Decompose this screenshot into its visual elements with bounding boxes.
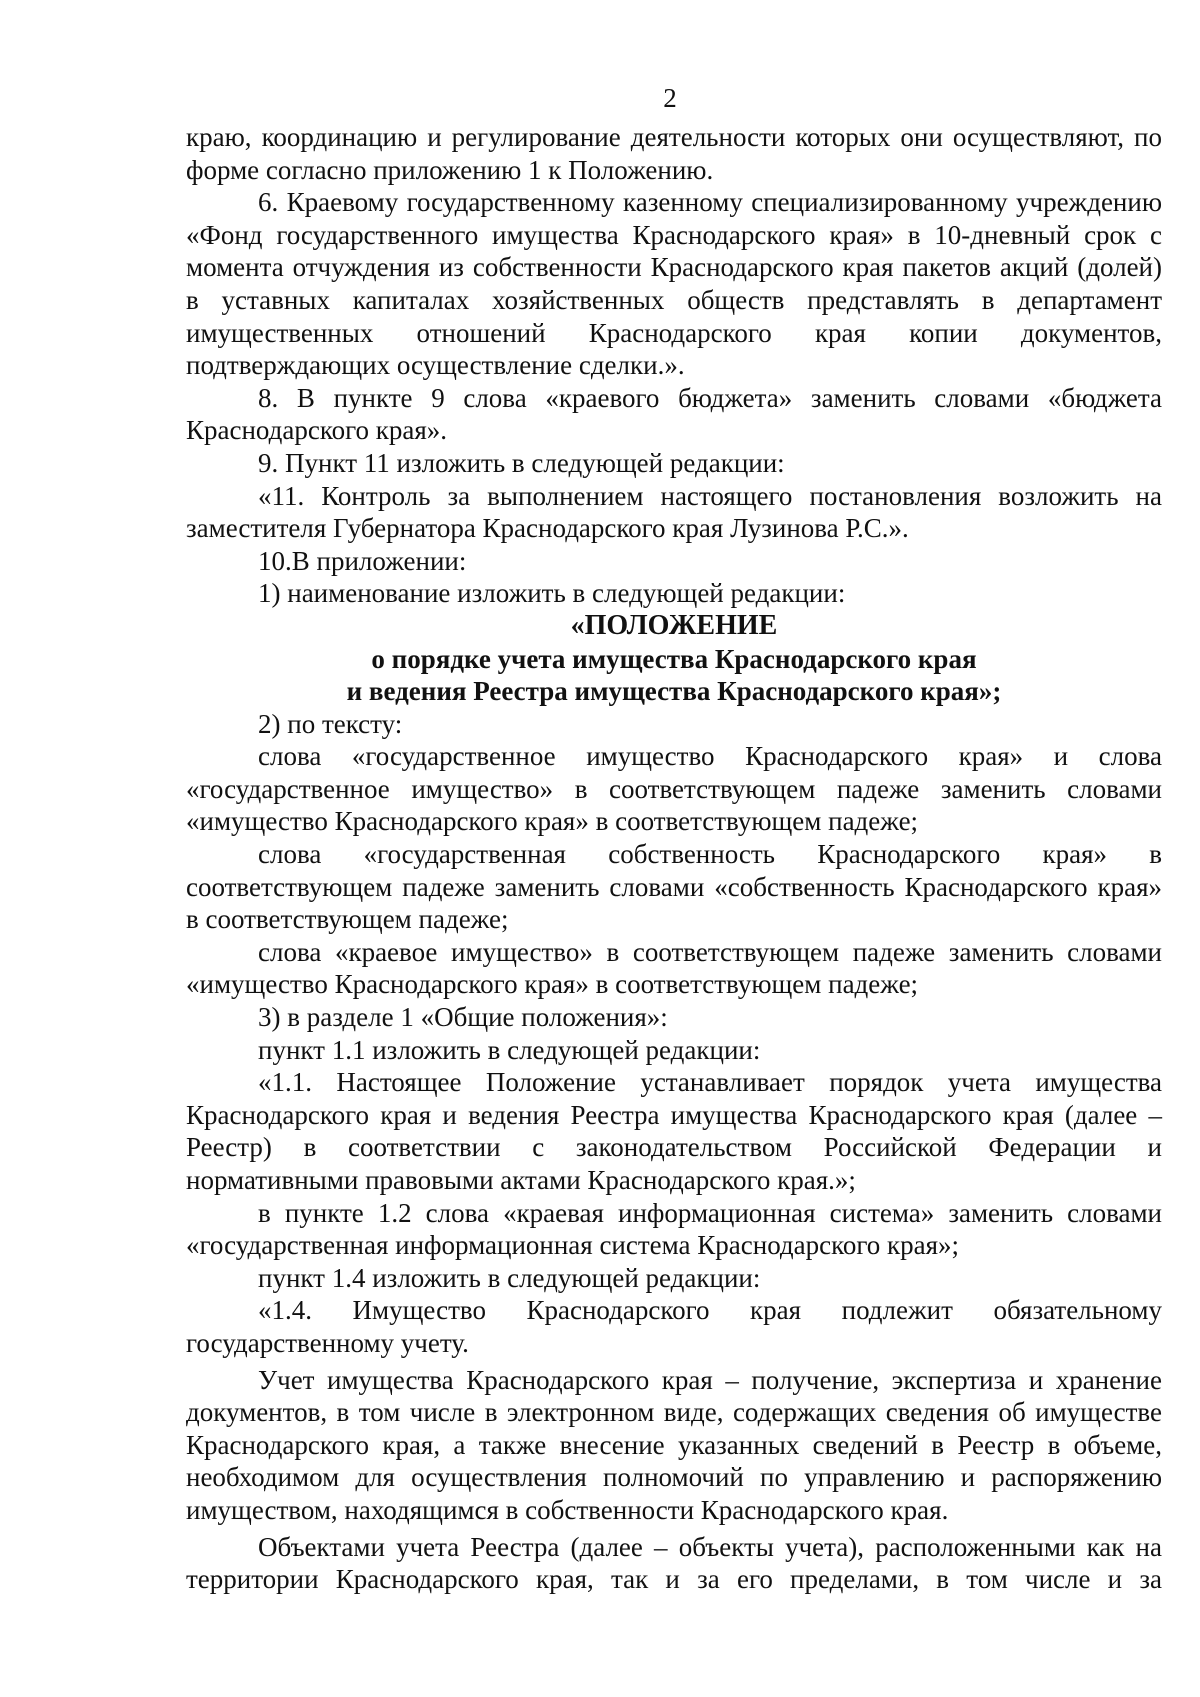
paragraph-point-1-4-quote: «1.4. Имущество Краснодарского края подлежит обязательному государственному учету.: [186, 1295, 1162, 1358]
paragraph-point-1-1-intro: пункт 1.1 изложить в следующей редакции:: [258, 1034, 761, 1065]
paragraph-accounting-objects: Объектами учета Реестра (далее – объекты учета), расположенными как на территории Краснодарского края, так и за его пределами, в том числе и за: [186, 1531, 1162, 1595]
heading-subtitle-line-2: и ведения Реестра имущества Краснодарского края»;: [346, 676, 1002, 707]
paragraph-subitem-1: 1) наименование изложить в следующей редакции:: [258, 578, 846, 609]
heading-subtitle-line-1: о порядке учета имущества Краснодарского края: [371, 643, 977, 674]
paragraph-replace-2: слова «государственная собственность Краснодарского края» в соответствующем падеже заменить словами «собственность Краснодарского края» в соответствующем падеже;: [186, 839, 1162, 935]
document-body: [186, 121, 1162, 1596]
paragraph-replace-3: слова «краевое имущество» в соответствующем падеже заменить словами «имущество Краснодарского края» в соответствующем падеже;: [186, 936, 1162, 1000]
paragraph-item-10: 10.В приложении:: [258, 545, 467, 576]
paragraph-point-1-4-intro: пункт 1.4 изложить в следующей редакции:: [258, 1262, 761, 1293]
paragraph-replace-1: слова «государственное имущество Краснодарского края» и слова «государственное имущество» в соответствующем падеже заменить словами «имущество Краснодарского края» в соответствующем падеже;: [186, 741, 1162, 837]
paragraph-point-1-2: в пункте 1.2 слова «краевая информационная система» заменить словами «государственная информационная система Краснодарского края»;: [186, 1197, 1162, 1261]
paragraph-point-1-1-quote: «1.1. Настоящее Положение устанавливает порядок учета имущества Краснодарского края и ведения Реестра имущества Краснодарского края (далее – Реестр) в соответствии с законодательством Российской Федерации и нормативными правовыми актами Краснодарского края.»;: [186, 1067, 1162, 1195]
paragraph-item-8: 8. В пункте 9 слова «краевого бюджета» заменить словами «бюджета Краснодарского края».: [186, 382, 1162, 446]
page-number: 2: [663, 83, 677, 113]
paragraph-subitem-3: 3) в разделе 1 «Общие положения»:: [258, 1002, 668, 1033]
paragraph-item-11-quote: «11. Контроль за выполнением настоящего постановления возложить на заместителя Губернатора Краснодарского края Лузинова Р.С.».: [186, 480, 1162, 544]
heading-title: «ПОЛОЖЕНИЕ: [570, 609, 778, 641]
paragraph-item-9: 9. Пункт 11 изложить в следующей редакции:: [258, 447, 785, 478]
paragraph-item-6: 6. Краевому государственному казенному специализированному учреждению «Фонд государственного имущества Краснодарского края» в 10-дневный срок с момента отчуждения из собственности Краснодарского края пакетов акций (долей) в уставных капиталах хозяйственных обществ представлять в департамент имущественных отношений Краснодарского края копии документов, подтверждающих осуществление сделки.».: [186, 187, 1162, 381]
paragraph-continuation: краю, координацию и регулирование деятельности которых они осуществляют, по форме согласно приложению 1 к Положению.: [186, 122, 1162, 185]
paragraph-accounting-definition: Учет имущества Краснодарского края – получение, экспертиза и хранение документов, в том числе в электронном виде, содержащих сведения об имуществе Краснодарского края, а также внесение указанных сведений в Реестр в объеме, необходимом для осуществления полномочий по управлению и распоряжению имуществом, находящимся в собственности Краснодарского края.: [186, 1364, 1162, 1525]
paragraph-subitem-2: 2) по тексту:: [258, 708, 403, 739]
